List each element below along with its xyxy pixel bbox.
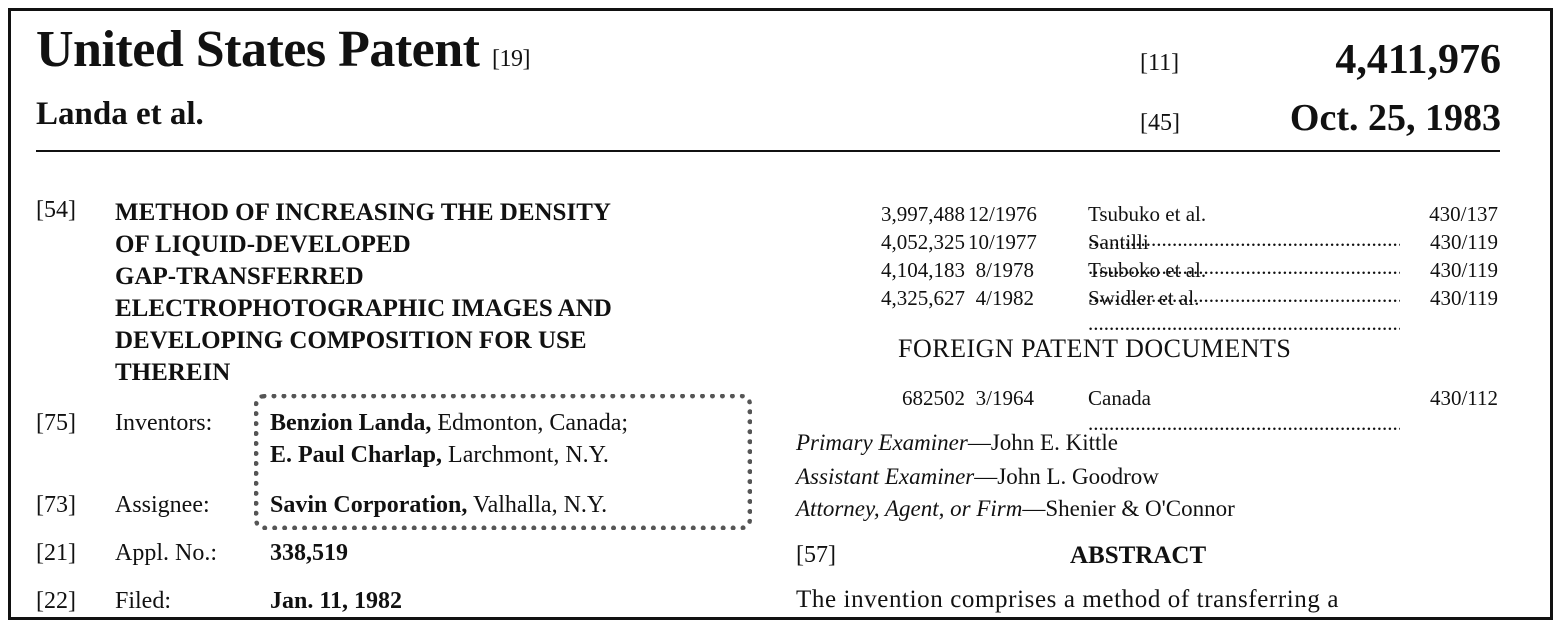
filed-date-value: Jan. 11, 1982	[270, 588, 403, 614]
assignee-code: [73]	[36, 492, 76, 518]
primary-examiner-label: Primary Examiner	[796, 430, 968, 455]
title-code: [19]	[492, 46, 530, 72]
appl-label: Appl. No.:	[115, 540, 217, 566]
title-line: OF LIQUID-DEVELOPED	[115, 231, 411, 258]
inventors-label: Inventors:	[115, 410, 213, 436]
abstract-code: [57]	[796, 542, 836, 568]
inventor-1-place: Edmonton, Canada;	[437, 410, 629, 436]
patent-number: 4,411,976	[1335, 37, 1501, 83]
ref-date: 8/1978	[975, 258, 1034, 282]
ref-class: 430/119	[1400, 258, 1498, 283]
assistant-examiner	[796, 464, 1159, 490]
appl-code: [21]	[36, 540, 76, 566]
title-line: DEVELOPING COMPOSITION FOR USE	[115, 327, 587, 354]
filed-label: Filed:	[115, 588, 172, 614]
ref-number: 4,325,627	[881, 286, 965, 310]
title-line: ELECTROPHOTOGRAPHIC IMAGES AND	[115, 295, 612, 322]
title-field-code: [54]	[36, 197, 76, 223]
attorney-label: Attorney, Agent, or Firm	[796, 496, 1023, 521]
assistant-examiner-name: —John L. Goodrow	[974, 464, 1159, 489]
assignee-place: Valhalla, N.Y.	[472, 492, 608, 518]
ref-date: 4/1982	[975, 286, 1034, 310]
primary-examiner-name: —John E. Kittle	[967, 430, 1118, 455]
foreign-docs-heading: FOREIGN PATENT DOCUMENTS	[898, 334, 1292, 363]
inventor-1	[270, 410, 628, 437]
assistant-examiner-label: Assistant Examiner	[796, 464, 975, 489]
filed-date	[270, 588, 402, 615]
inventors-code: [75]	[36, 410, 76, 436]
authors: Landa et al.	[36, 96, 204, 132]
ref-number: 4,104,183	[881, 258, 965, 282]
title-line: GAP-TRANSFERRED	[115, 263, 364, 290]
ref-date: 12/1976	[968, 202, 1037, 226]
abstract-text: The invention comprises a method of transferring a	[796, 586, 1340, 613]
ref-date: 10/1977	[968, 230, 1037, 254]
assignee	[270, 492, 607, 519]
ref-name: Tsubuko et al. .....	[1088, 202, 1400, 252]
inventor-2	[270, 442, 609, 469]
ref-number: 4,052,325	[881, 230, 965, 254]
abstract-heading: ABSTRACT	[1070, 542, 1207, 569]
ref-class: 430/119	[1400, 230, 1498, 255]
patent-header-title	[36, 20, 530, 79]
filed-code: [22]	[36, 588, 76, 614]
appl-number-value: 338,519	[270, 540, 348, 566]
title-line: THEREIN	[115, 359, 231, 386]
attorney	[796, 496, 1235, 522]
ref-name: Santilli .....	[1088, 230, 1400, 280]
invention-title	[115, 197, 755, 389]
patent-date: Oct. 25, 1983	[1289, 97, 1501, 139]
date-code: [45]	[1140, 110, 1180, 136]
ref-number: 682502	[902, 386, 965, 410]
ref-date: 3/1964	[975, 386, 1034, 410]
primary-examiner	[796, 430, 1118, 456]
ref-name: Canada .....	[1088, 386, 1400, 436]
ref-name: Tsuboko et al. .....	[1088, 258, 1400, 308]
header-divider	[36, 150, 1500, 152]
number-code: [11]	[1140, 50, 1180, 76]
inventor-1-name: Benzion Landa,	[270, 410, 432, 436]
inventor-2-name: E. Paul Charlap,	[270, 442, 443, 468]
assignee-name: Savin Corporation,	[270, 492, 468, 518]
ref-class: 430/112	[1400, 386, 1498, 411]
title-text: United States Patent	[36, 21, 480, 78]
ref-class: 430/137	[1400, 202, 1498, 227]
attorney-name: —Shenier & O'Connor	[1022, 496, 1235, 521]
assignee-label: Assignee:	[115, 492, 210, 518]
ref-name: Swidler et al. .....	[1088, 286, 1400, 336]
ref-class: 430/119	[1400, 286, 1498, 311]
ref-number: 3,997,488	[881, 202, 965, 226]
title-line: METHOD OF INCREASING THE DENSITY	[115, 199, 611, 226]
appl-number	[270, 540, 348, 567]
inventor-2-place: Larchmont, N.Y.	[448, 442, 609, 468]
